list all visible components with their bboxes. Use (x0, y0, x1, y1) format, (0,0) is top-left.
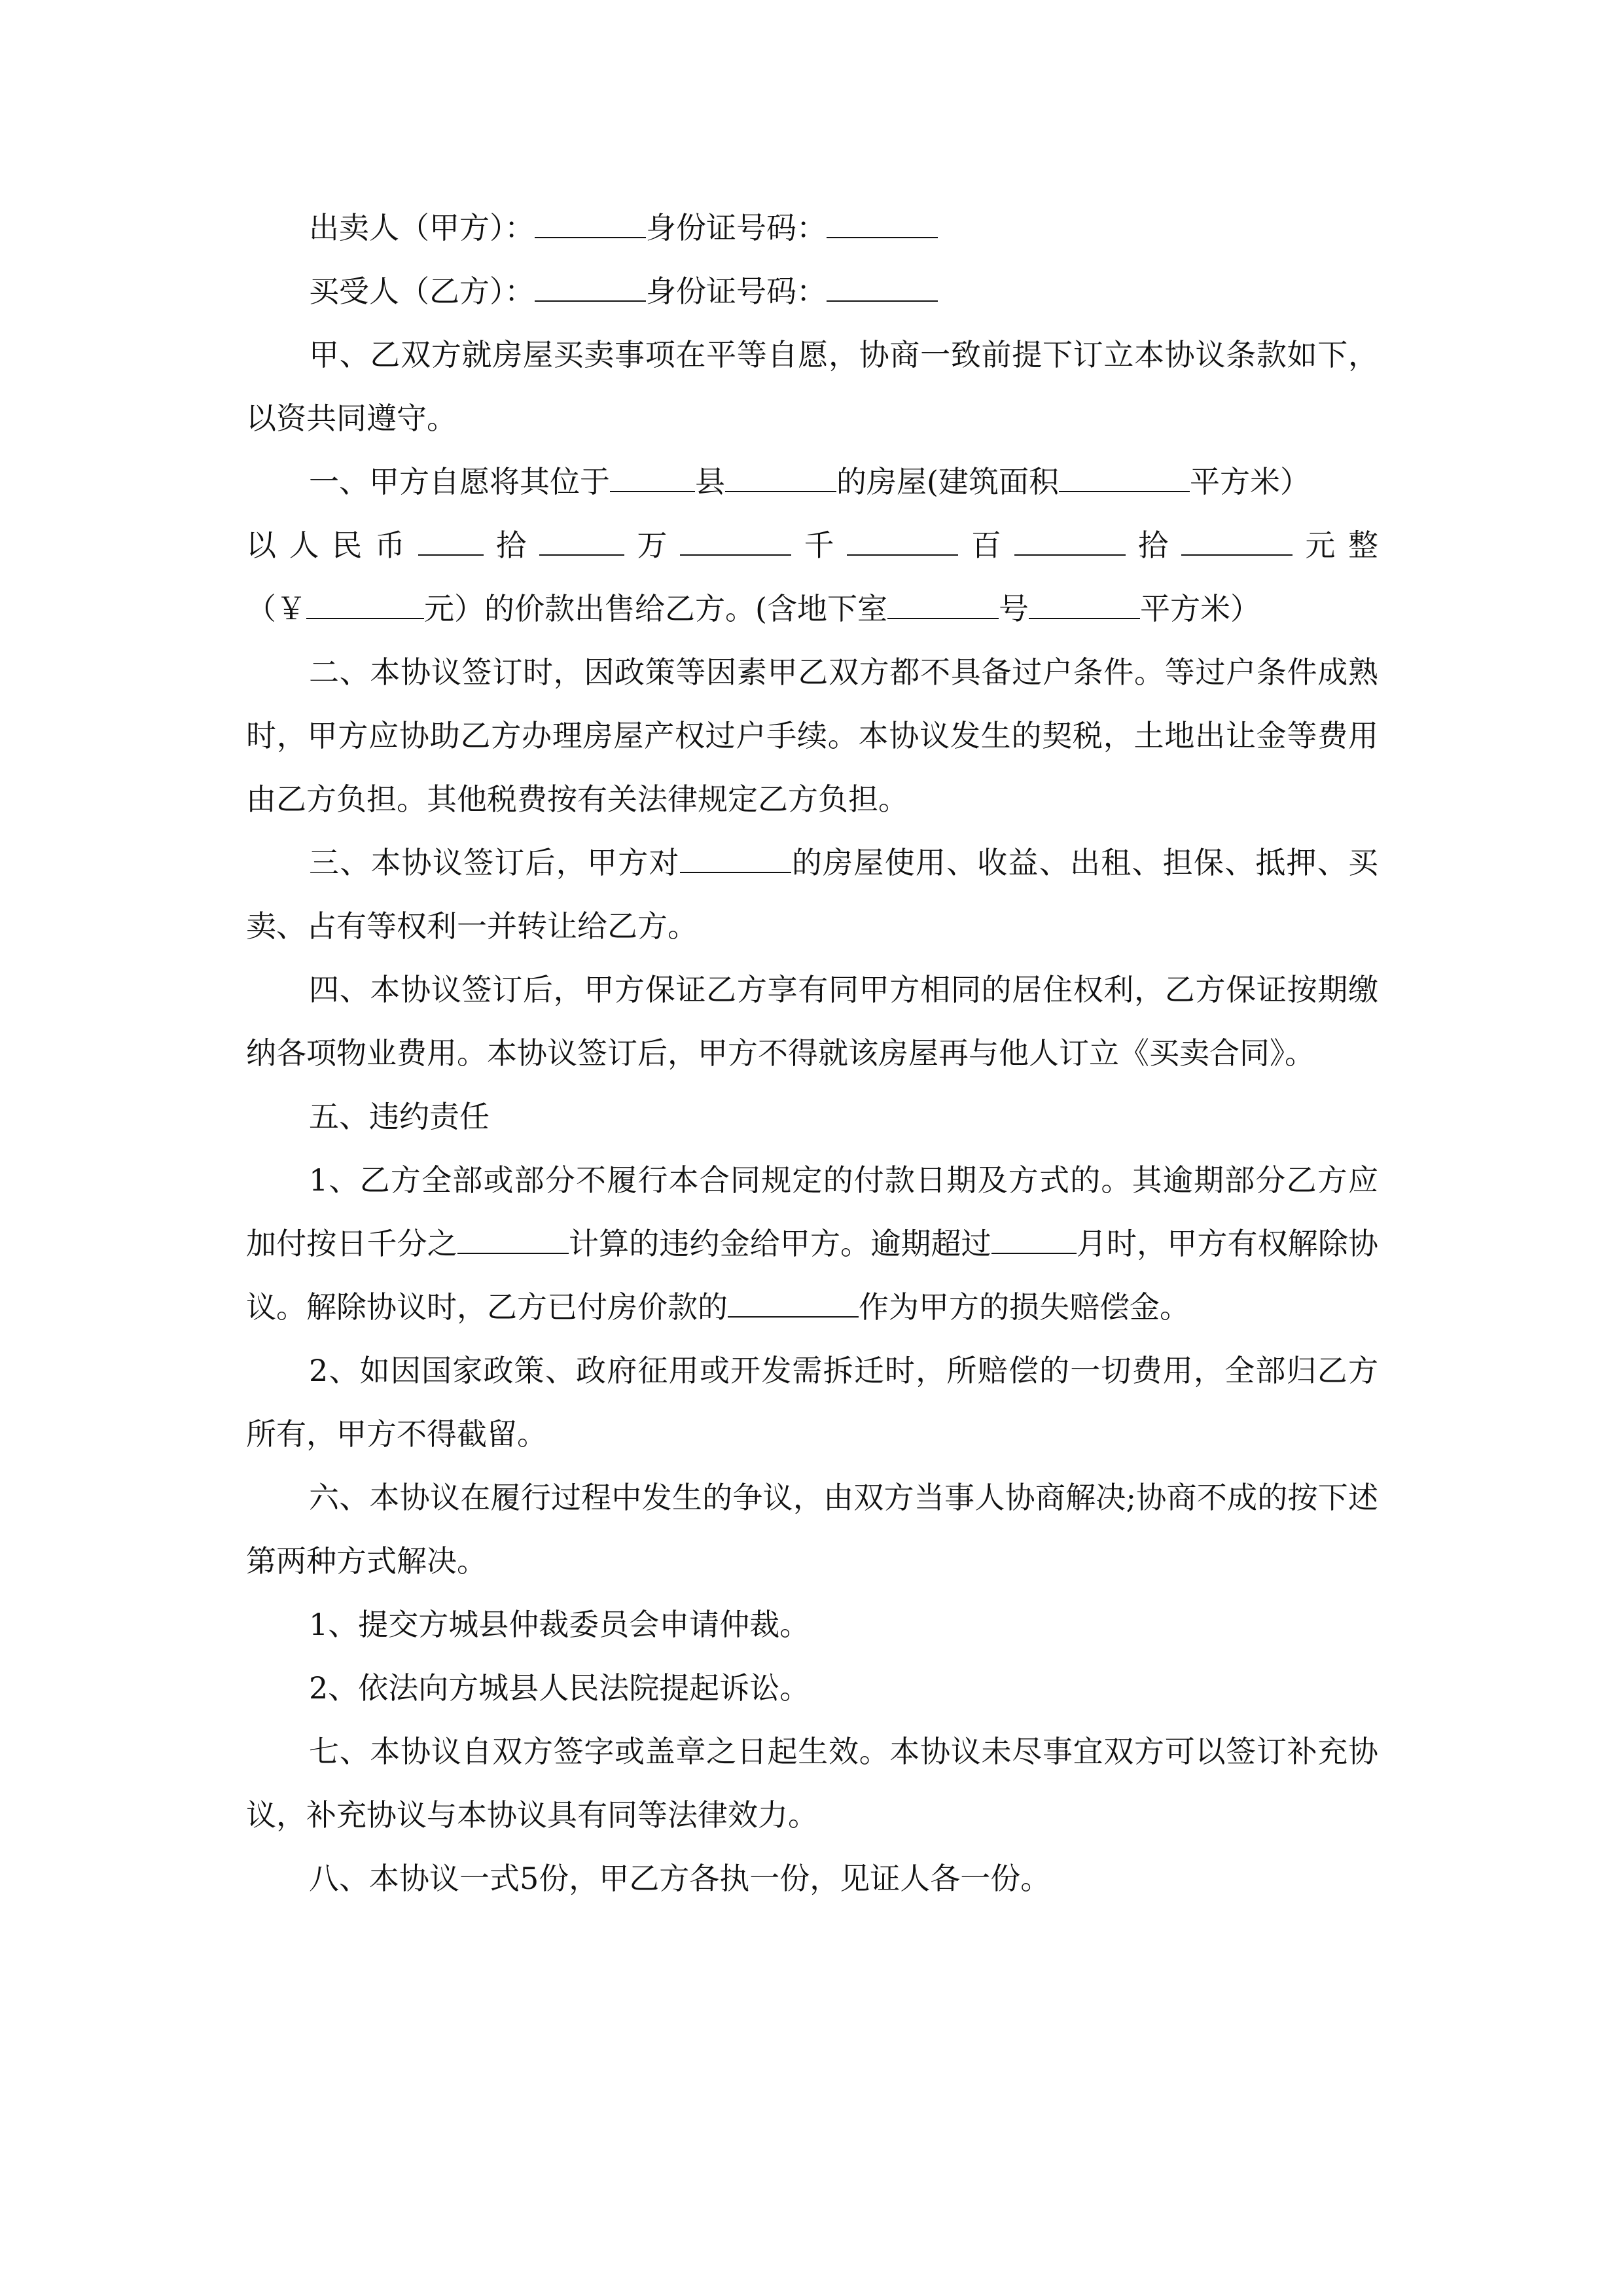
clause-1-line-3 (246, 577, 1378, 641)
seller-name-blank (535, 211, 646, 238)
compensation-blank (728, 1290, 859, 1318)
buyer-id-label: 身份证号码： (646, 274, 827, 309)
price-unit-6: 元整 (1292, 528, 1378, 563)
price-blank-5 (1014, 528, 1126, 556)
price-label: 以人民币 (246, 528, 418, 563)
price-unit-2: 万 (624, 528, 680, 563)
clause-1-text: 一、甲方自愿将其位于 (309, 464, 610, 499)
basement-area-unit: 平方米） (1139, 591, 1260, 626)
seller-id-blank (827, 211, 938, 238)
clause-4: 四、本协议签订后，甲方保证乙方享有同甲方相同的居住权利，乙方保证按期缴纳各项物业费用。本协议签订后，甲方不得就该房屋再与他人订立《买卖合同》。 (246, 972, 1378, 1071)
clause-5-1-text-1: 1、乙方全部或部分不履行本合同规定的付款日期及方式的。其逾期部分乙方应加付按日千分之 (246, 1162, 1378, 1261)
clause-5-1-text-3: 月时，甲方有权解除协议。解除协议时，乙方已付房价款的 (246, 1226, 1378, 1325)
clause-6-2: 2、依法向方城县人民法院提起诉讼。 (309, 1670, 810, 1706)
area-unit: 平方米） (1189, 464, 1310, 499)
overdue-months-blank (991, 1227, 1077, 1254)
area-blank (1059, 465, 1190, 492)
buyer-label: 买受人（乙方）： (309, 274, 535, 309)
clause-1-line-1 (246, 450, 1378, 514)
clause-3-text-1: 三、本协议签订后，甲方对 (309, 845, 680, 880)
yuan-symbol: （￥ (246, 591, 306, 626)
basement-area-blank (1029, 592, 1140, 619)
basement-number-blank (887, 592, 999, 619)
price-blank-6 (1181, 528, 1293, 556)
clause-7: 七、本协议自双方签字或盖章之日起生效。本协议未尽事宜双方可以签订补充协议，补充协议与本协议具有同等法律效力。 (246, 1734, 1378, 1833)
basement-text: 元）的价款出售给乙方。(含地下室 (424, 591, 887, 626)
location-blank (725, 465, 836, 492)
clause-3-blank (680, 846, 791, 873)
price-blank-1 (418, 528, 484, 556)
price-unit-1: 拾 (483, 528, 539, 563)
yuan-amount-blank (306, 592, 424, 619)
seller-label: 出卖人（甲方）： (309, 210, 535, 245)
seller-id-label: 身份证号码： (646, 210, 827, 245)
clause-2: 二、本协议签订时，因政策等因素甲乙双方都不具备过户条件。等过户条件成熟时，甲方应协助乙方办理房屋产权过户手续。本协议发生的契税，土地出让金等费用由乙方负担。其他税费按有关法律规定乙方负担。 (246, 655, 1378, 817)
clause-5-1-text-4: 作为甲方的损失赔偿金。 (859, 1289, 1190, 1325)
county-blank (610, 465, 695, 492)
price-blank-2 (539, 528, 624, 556)
clause-5-1 (246, 1149, 1378, 1339)
price-blank-4 (847, 528, 958, 556)
buyer-name-blank (535, 274, 646, 302)
area-text: 的房屋(建筑面积 (836, 464, 1059, 499)
clause-3-text-2: 的房屋使用、收益、出租、担保、抵押、买卖、占有等权利一并转让给乙方。 (246, 845, 1379, 944)
clause-5-2: 2、如因国家政策、政府征用或开发需拆迁时，所赔偿的一切费用，全部归乙方所有，甲方不得截留。 (246, 1353, 1378, 1452)
clause-5-title: 五、违约责任 (309, 1099, 490, 1134)
county-label: 县 (695, 464, 725, 499)
price-blank-3 (680, 528, 791, 556)
basement-number-label: 号 (998, 591, 1029, 626)
seller-line (246, 196, 1378, 260)
clause-1-price-line (246, 514, 1378, 577)
buyer-line (246, 260, 1378, 323)
price-unit-3: 千 (791, 528, 847, 563)
contract-page (246, 196, 1378, 1910)
clause-6: 六、本协议在履行过程中发生的争议，由双方当事人协商解决;协商不成的按下述第两种方式解决。 (246, 1480, 1378, 1579)
clause-3 (246, 831, 1378, 958)
price-unit-5: 拾 (1125, 528, 1181, 563)
clause-5-1-text-2: 计算的违约金给甲方。逾期超过 (568, 1226, 991, 1261)
price-unit-4: 百 (958, 528, 1014, 563)
intro-paragraph: 甲、乙双方就房屋买卖事项在平等自愿，协商一致前提下订立本协议条款如下，以资共同遵守。 (246, 337, 1378, 436)
clause-6-1: 1、提交方城县仲裁委员会申请仲裁。 (309, 1607, 810, 1642)
buyer-id-blank (827, 274, 938, 302)
penalty-rate-blank (457, 1227, 569, 1254)
clause-8: 八、本协议一式5份，甲乙方各执一份，见证人各一份。 (309, 1861, 1051, 1896)
